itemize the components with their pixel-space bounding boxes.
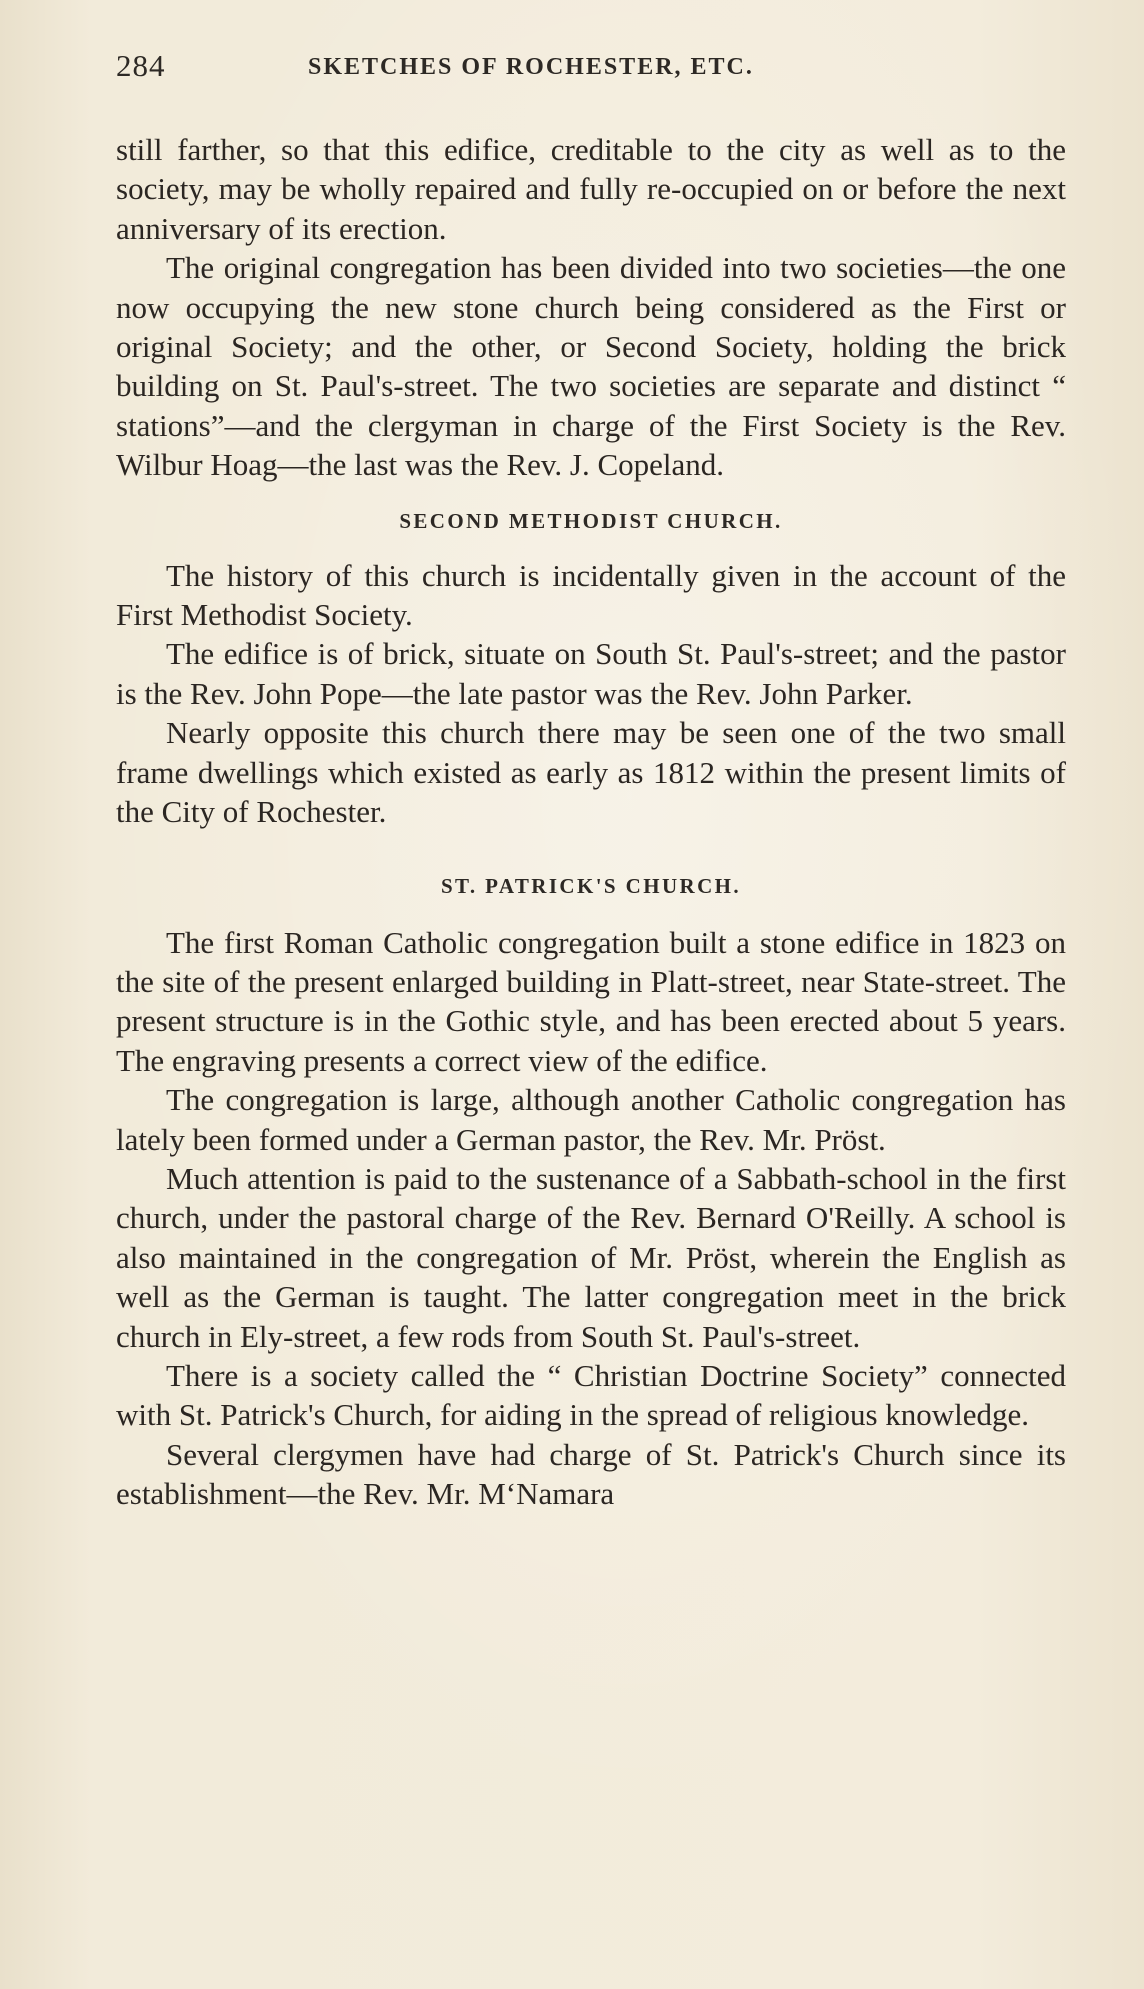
page-number: 284 bbox=[116, 48, 166, 83]
paragraph-patrick-school: Much attention is paid to the sustenance of a Sabbath-school in the first church, under the pastoral charge of the Rev. Bernard O'Reilly. A school is also maintained in the congregation of Mr. Pröst, wherein the English as well as the German is taught. The latter congregation meet in the brick church in Ely-street, a few rods from South St. Paul's-street. bbox=[116, 1160, 1066, 1354]
page-header bbox=[116, 48, 1076, 98]
paragraph-second-opposite: Nearly opposite this church there may be seen one of the two small frame dwellings which existed as early as 1812 within the present limits of the City of Rochester. bbox=[116, 715, 1066, 830]
paragraph-patrick-society: There is a society called the “ Christian Doctrine Society” connected with St. Patrick's Church, for aiding in the spread of religious knowledge. bbox=[116, 1357, 1066, 1433]
paragraph-second-edifice: The edifice is of brick, situate on South St. Paul's-street; and the pastor is the Rev. John Pope—the late pastor was the Rev. John Parker. bbox=[116, 636, 1066, 711]
paragraph-patrick-first: The first Roman Catholic congregation built a stone edifice in 1823 on the site of the present enlarged building in Platt-street, near State-street. The present structure is in the Gothic style, and has been erected about 5 years. The engraving presents a correct view of the edifice. bbox=[116, 924, 1066, 1078]
paragraph-patrick-large: The congregation is large, although another Catholic congregation has lately been formed under a German pastor, the Rev. Mr. Pröst. bbox=[116, 1082, 1066, 1157]
paragraph-second-history: The history of this church is incidentally given in the account of the First Methodist Society. bbox=[116, 557, 1066, 633]
paragraph-congregation-division: The original congregation has been divided into two societies—the one now occupying the new stone church being considered as the First or original Society; and the other, or Second Society, holding the brick building on St. Paul's-street. The two societies are separate and distinct “ stations”—and the clergyman in charge of the First Society is the Rev. Wilbur Hoag—the last was the Rev. J. Copeland. bbox=[116, 250, 1066, 483]
paragraph-continued: still farther, so that this edifice, creditable to the city as well as to the society, may be wholly repaired and fully re-occupied on or before the next anniversary of its erection. bbox=[116, 132, 1066, 246]
section-heading-second-methodist: SECOND METHODIST CHURCH. bbox=[399, 508, 783, 533]
running-title: SKETCHES OF ROCHESTER, ETC. bbox=[308, 54, 754, 80]
bottom-margin bbox=[116, 1514, 1066, 1524]
section-heading-st-patricks: ST. PATRICK'S CHURCH. bbox=[440, 873, 742, 898]
text-body bbox=[116, 130, 1066, 1524]
paragraph-patrick-clergy: Several clergymen have had charge of St. Patrick's Church since its establishment—the Rev. Mr. M‘Namara bbox=[116, 1436, 1066, 1512]
